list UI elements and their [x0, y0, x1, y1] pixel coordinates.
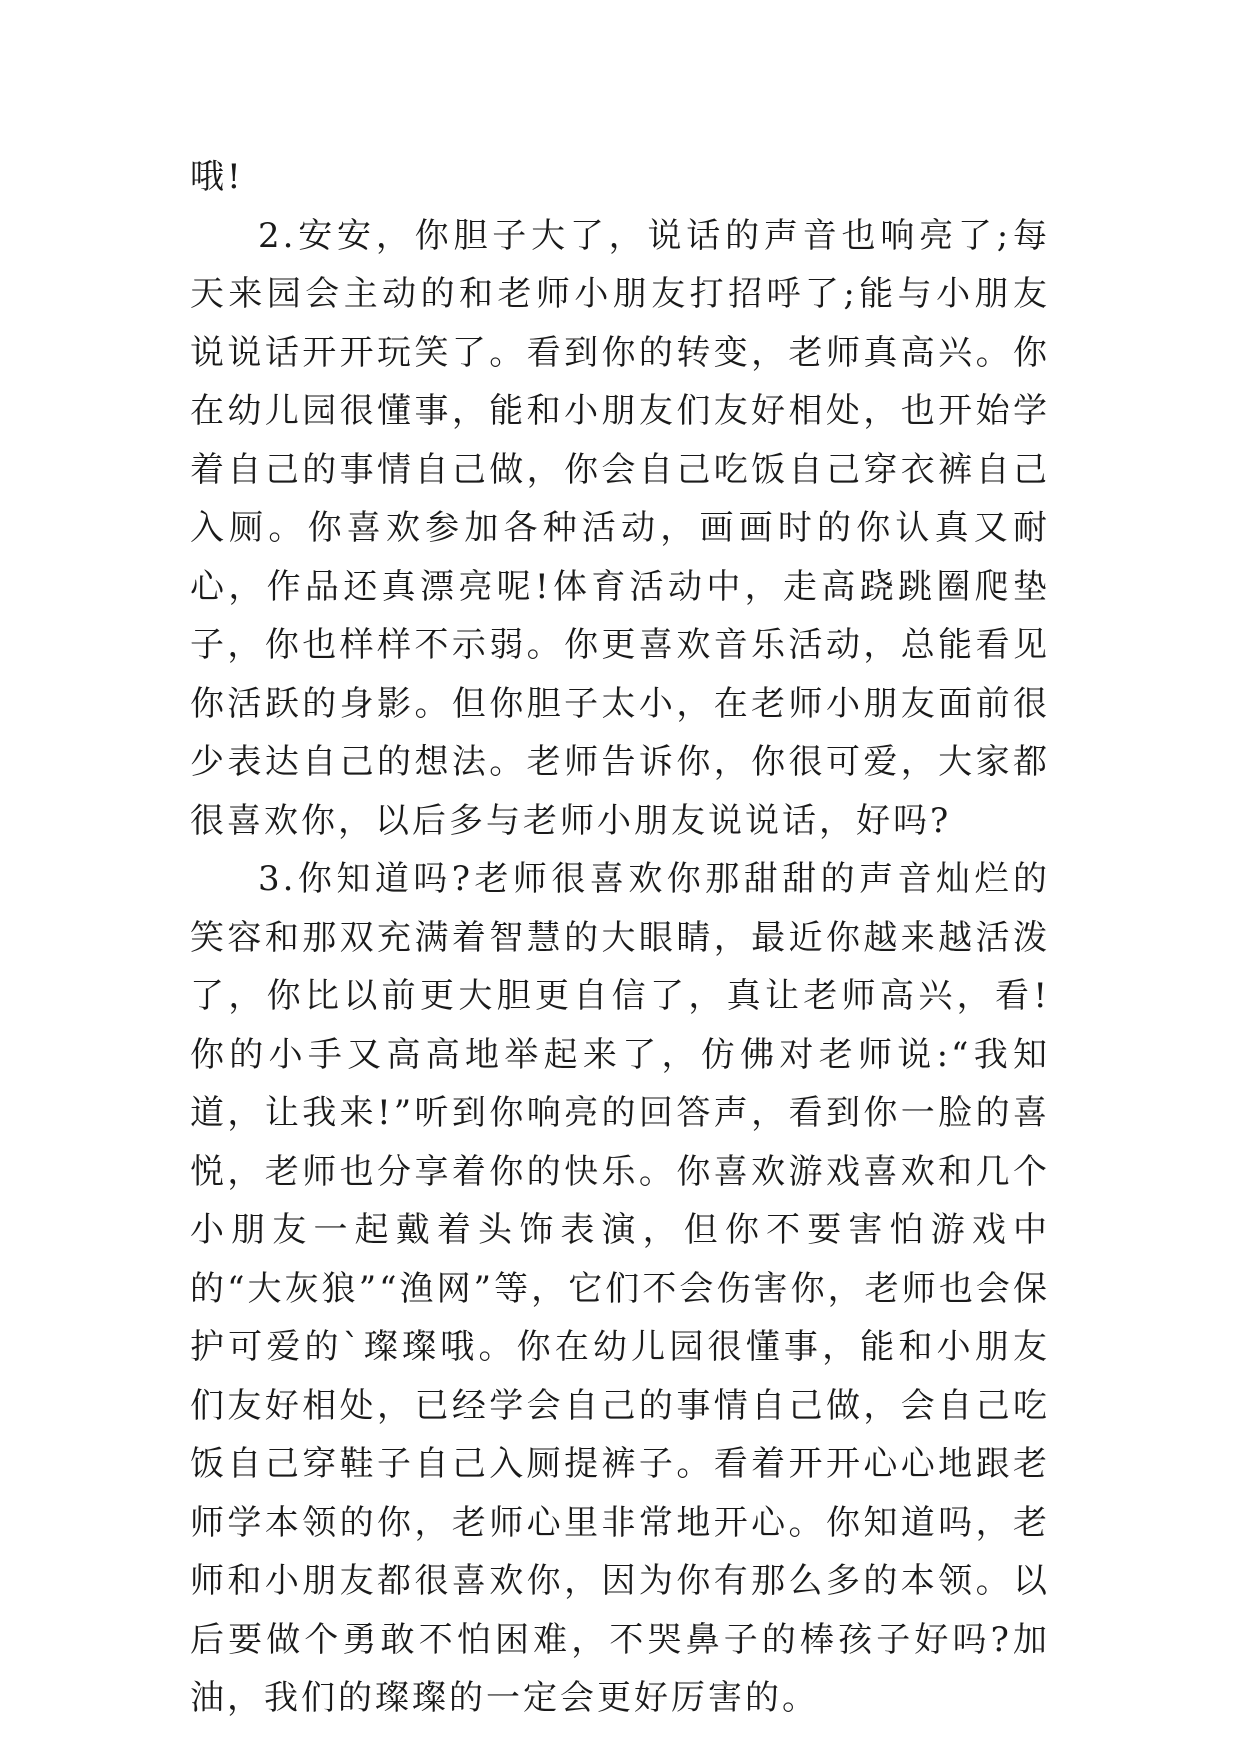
document-body	[190, 148, 1050, 1728]
paragraph-2: 2.安安，你胆子大了，说话的声音也响亮了;每天来园会主动的和老师小朋友打招呼了;能与小朋友说说话开开玩笑了。看到你的转变，老师真高兴。你在幼儿园很懂事，能和小朋友们友好相处，也开始学着自己的事情自己做，你会自己吃饭自己穿衣裤自己入厕。你喜欢参加各种活动，画画时的你认真又耐心，作品还真漂亮呢!体育活动中，走高跷跳圈爬垫子，你也样样不示弱。你更喜欢音乐活动，总能看见你活跃的身影。但你胆子太小，在老师小朋友面前很少表达自己的想法。老师告诉你，你很可爱，大家都很喜欢你，以后多与老师小朋友说说话，好吗?	[190, 215, 1050, 841]
paragraph-3: 3.你知道吗?老师很喜欢你那甜甜的声音灿烂的笑容和那双充满着智慧的大眼睛，最近你越来越活泼了，你比以前更大胆更自信了，真让老师高兴，看!你的小手又高高地举起来了，仿佛对老师说:“我知道，让我来!”听到你响亮的回答声，看到你一脸的喜悦，老师也分享着你的快乐。你喜欢游戏喜欢和几个小朋友一起戴着头饰表演，但你不要害怕游戏中的“大灰狼”“渔网”等，它们不会伤害你，老师也会保护可爱的`璨璨哦。你在幼儿园很懂事，能和小朋友们友好相处，已经学会自己的事情自己做，会自己吃饭自己穿鞋子自己入厕提裤子。看着开开心心地跟老师学本领的你，老师心里非常地开心。你知道吗，老师和小朋友都很喜欢你，因为你有那么多的本领。以后要做个勇敢不怕困难，不哭鼻子的棒孩子好吗?加油，我们的璨璨的一定会更好厉害的。	[190, 859, 1050, 1718]
paragraph-continuation: 哦!	[190, 157, 244, 197]
